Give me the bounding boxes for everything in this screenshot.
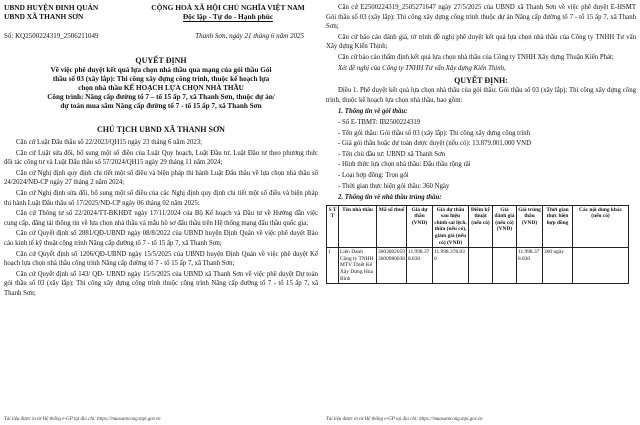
package-info-item: - Tên gói thầu: Gói thầu số 03 (xây lắp): Thi công xây dựng công trình: [338, 129, 531, 137]
right-page: [326, 0, 636, 425]
package-info-item: - Hình thức lựa chọn nhà thầu: Đấu thầu rộng rãi: [338, 161, 471, 169]
legal-basis-paragraph: Căn cứ Quyết định số 2881/QĐ-UBND ngày 08/8/2022 của UBND huyện Định Quán về việc phê duyệt Báo cáo kinh tế kỹ thuật công trình Nâng cấp đường tổ 7 - tổ 15 ấp 7, xã Thanh Sơn;: [4, 230, 318, 247]
column-header: Giá trúng thầu (VND): [517, 205, 543, 248]
winning-bidder-table: [326, 205, 629, 285]
table-cell: Liên Danh Công ty TNHH MTV Thiết Kế Xây Dựng Hòa Bình: [339, 248, 377, 284]
package-info-item: - Loại hợp đồng: Trọn gói: [338, 171, 409, 179]
nation-line-1: CỘNG HOÀ XÃ HỘI CHỦ NGHĨA VIỆT NAM: [151, 3, 305, 12]
table-header-row: [327, 205, 629, 248]
table-cell: 11.998.378.830: [517, 248, 543, 284]
document-number: Số: KQ2500224319_2506211049: [4, 32, 99, 40]
subject-line: chọn nhà thầu KẾ HOẠCH LỰA CHỌN NHÀ THẦU: [78, 84, 244, 92]
package-info-item: - Số E-TBMT: IB2500224319: [338, 118, 421, 126]
legal-basis-paragraph: Căn cứ Quyết định số 1206/QĐ-UBND ngày 15/5/2025 của UBND huyện Định Quán về việc phê duyệt Kế hoạch lựa chọn nhà thầu công trình Nâng cấp đường tổ 7 - tổ 15 ấp 7, xã Thanh Sơn;: [4, 250, 318, 268]
proposal-paragraph: Xét đề nghị của Công ty TNHH Tư vấn Xây dựng Kiến Thịnh,: [338, 64, 506, 72]
legal-basis-paragraph: Căn cứ Luật sửa đổi, bổ sung một số điều của Luật Quy hoạch, Luật Đầu tư, Luật Đầu tư theo phương thức đối tác công tư và Luật Đấu thầu số 57/2024/QH15 ngày 29 tháng 11 năm 2024;: [4, 149, 318, 167]
legal-basis-paragraph: Căn cứ Nghị định sửa đổi, bổ sung một số điều của các Nghị định quy định chi tiết một số điều và biện pháp thi hành Luật Đấu thầu số 17/2025/NĐ-CP ngày 06 tháng 02 năm 2025;: [4, 189, 318, 207]
nation-motto: Độc lập - Tự do - Hạnh phúc: [182, 12, 274, 21]
subject-line: dự toán mua sắm Nâng cấp đường tổ 7 - tổ 15 ấp 7, xã Thanh Sơn: [60, 102, 262, 110]
org-line-1: UBND HUYỆN ĐINH QUÁN: [4, 3, 99, 12]
column-header: Mã số thuế: [377, 205, 407, 248]
document-header: [4, 3, 318, 22]
issuing-organization: [4, 3, 124, 22]
legal-basis-paragraph: Căn cứ báo cáo đánh giá, tờ trình đề nghị phê duyệt kết quả lựa chọn nhà thầu của Công ty TNHH Tư vấn Xây dựng Kiến Thịnh;: [326, 33, 636, 51]
table-cell: [469, 248, 493, 284]
column-header: Giá dự thầu (VND): [407, 205, 433, 248]
column-header: Giá đánh giá (nếu có) (VND): [493, 205, 517, 248]
left-page: [4, 0, 318, 425]
issuer-title: CHỦ TỊCH UBND XÃ THANH SƠN: [97, 125, 225, 134]
package-info-item: - Giá gói thầu hoặc dự toán được duyệt (nếu có): 13.879.001.000 VND: [338, 140, 531, 148]
section-2-title: 2. Thông tin về nhà thầu trúng thầu:: [338, 194, 442, 202]
subject-line: Về việc phê duyệt kết quả lựa chọn nhà thầu qua mạng của gói thầu Gói: [50, 66, 272, 74]
table-row: [327, 248, 629, 284]
legal-basis-paragraph: Căn cứ E2500224319_2505271647 ngày 27/5/2025 của UBND xã Thanh Sơn về việc phê duyệt E-HSMT Gói thầu số 03 (xây lắp): Thi công xây dựng công trình thuộc dự án Nâng cấp đường tổ 7 - tổ 15 ấp 7, xã Thanh Sơn;: [326, 4, 636, 31]
article-1: Điều 1. Phê duyệt kết quả lựa chọn nhà thầu của gói thầu: Gói thầu số 03 (xây lắp): Thi công xây dựng công trình, thuộc kế hoạch lựa chọn nhà thầu, bao gồm:: [326, 87, 636, 104]
table-cell: 11.998.378.830: [433, 248, 469, 284]
legal-basis-paragraph: Căn cứ Luật Đấu thầu số 22/2023/QH15 ngày 23 tháng 6 năm 2023;: [16, 139, 203, 146]
legal-basis-paragraph: Căn cứ báo cáo thẩm định kết quả lựa chọn nhà thầu của Công ty TNHH Xây dựng Thuận Kiến Phát;: [338, 53, 614, 61]
legal-basis-paragraph: Căn cứ Thông tư số 22/2024/TT-BKHĐT ngày 17/11/2024 của Bộ Kế hoạch và Đầu tư về Hướng dẫn việc cung cấp, đăng tải thông tin về lựa chọn nhà thầu và mẫu hồ sơ đấu thầu trên Hệ thống mạng đấu thầu quốc gia;: [4, 210, 318, 227]
column-header: Điểm kỹ thuật (nếu có): [469, 205, 493, 248]
table-cell: [493, 248, 517, 284]
column-header: S T T: [327, 205, 339, 248]
decision-subject: [4, 66, 318, 111]
table-cell: 11.998.378.830: [407, 248, 433, 284]
column-header: Thời gian thực hiện hợp đồng: [543, 205, 573, 248]
table-cell: [573, 248, 629, 284]
legal-basis-paragraph: Căn cứ Quyết định số 143/ QĐ- UBND ngày 15/5/2025 của UBND xã Thanh Sơn về việc phê duyệt Dự toán gói thầu số 03 (xây lắp): Thi công xây dựng công trình thuộc công trình Nâng cấp đường tổ 7 - tổ 15 ấp 7, xã Thanh Sơn;: [4, 270, 318, 297]
section-1-title: 1. Thông tin về gói thầu:: [338, 108, 408, 116]
column-header: Các nội dung khác (nếu có): [573, 205, 629, 248]
package-info-item: - Tên chủ đầu tư: UBND xã Thanh Sơn: [338, 150, 446, 158]
document-date: Thanh Sơn, ngày 21 tháng 6 năm 2025: [195, 32, 304, 40]
national-title: [138, 3, 318, 22]
subject-line: thầu số 03 (xây lắp): Thi công xây dựng công trình, thuộc kế hoạch lựa: [52, 75, 270, 83]
column-header: Giá dự thầu sau hiệu chỉnh sai lệch, thừa (nếu có), giảm giá (nếu có) (VND): [433, 205, 469, 248]
table-cell: 1: [327, 248, 339, 284]
document-meta: [4, 32, 318, 40]
left-footer: Tài liệu được in từ Hệ thống e-GP tại địa chỉ: https://muasamcong.mpi.gov.vn: [4, 417, 161, 422]
decide-heading: QUYẾT ĐỊNH:: [454, 76, 508, 86]
table-cell: 360 ngày: [543, 248, 573, 284]
decision-heading: QUYẾT ĐỊNH: [135, 56, 187, 65]
org-line-2: UBND XÃ THANH SƠN: [4, 12, 84, 21]
table-cell: 3603002059 3600980038: [377, 248, 407, 284]
column-header: Tên nhà thầu: [339, 205, 377, 248]
package-info-item: - Thời gian thực hiện gói thầu: 360 Ngày: [338, 182, 450, 190]
subject-line: Công trình: Nâng cấp đường tổ 7 – tổ 15 ấp 7, xã Thanh Sơn, thuộc dự án/: [47, 93, 275, 101]
legal-basis-paragraph: Căn cứ Nghị định quy định chi tiết một số điều và biện pháp thi hành Luật Đấu thầu về lựa chọn nhà thầu số 24/2024/NĐ-CP ngày 27 tháng 2 năm 2024;: [4, 169, 318, 187]
right-footer: Tài liệu được in từ Hệ thống e-GP tại địa chỉ: https://muasamcong.mpi.gov.vn: [326, 417, 483, 422]
